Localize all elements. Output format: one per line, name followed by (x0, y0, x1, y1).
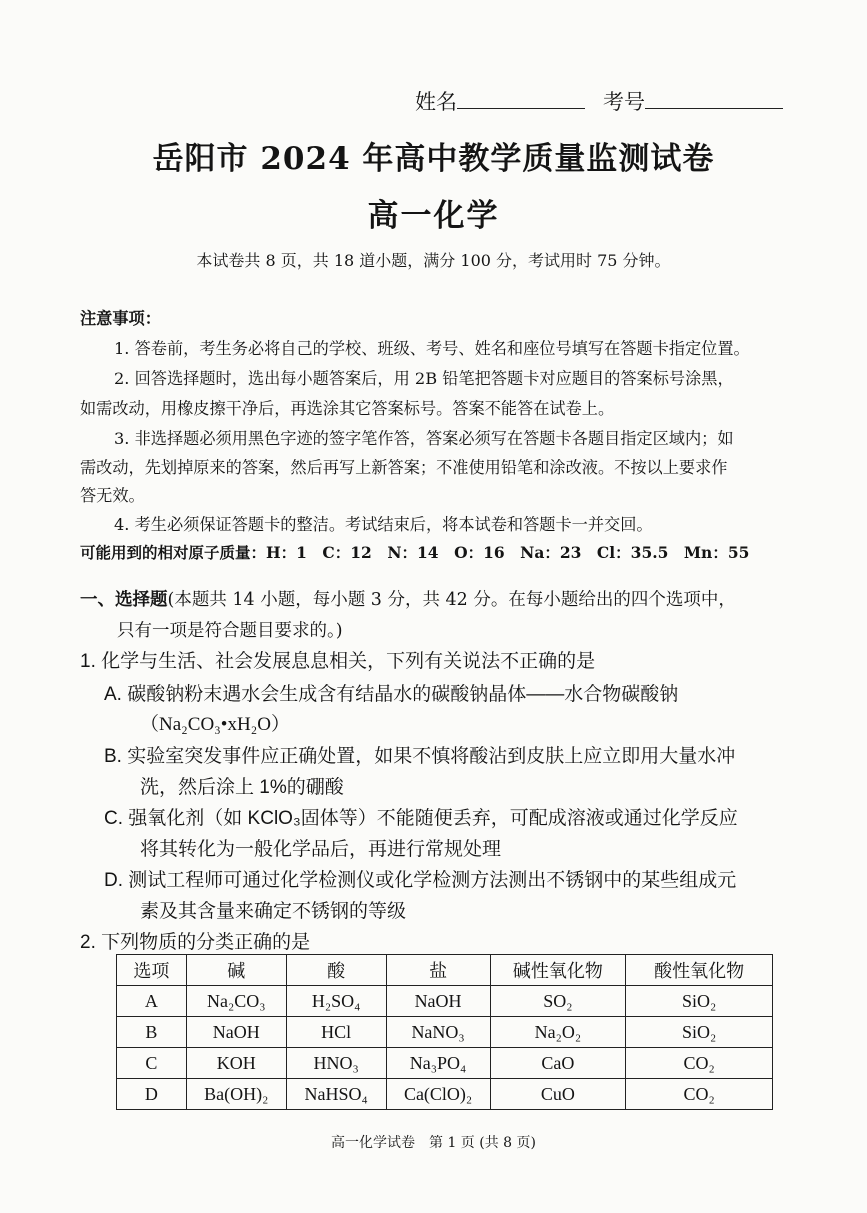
notice-item: 4. 考生必须保证答题卡的整洁。考试结束后，将本试卷和答题卡一并交回。 (114, 515, 653, 534)
exam-info: 本试卷共 8 页，共 18 道小题，满分 100 分，考试用时 75 分钟。 (196, 251, 671, 270)
subject-title: 高一化学 (367, 198, 500, 234)
notice-item: 需改动，先划掉原来的答案，然后再写上新答案；不准使用铅笔和涂改液。不按以上要求作 (80, 458, 728, 477)
table-row (117, 986, 773, 1017)
name-exam-row (415, 86, 783, 116)
table-cell: D (117, 1079, 187, 1110)
atomic-mass-line: 可能用到的相对原子质量：H：1 C：12 N：14 O：16 Na：23 Cl：35.5 Mn：55 (80, 543, 750, 562)
table-header-cell: 酸性氧化物 (626, 955, 773, 986)
table-cell: SO₂ (490, 986, 626, 1017)
table-cell: Na₃PO₄ (386, 1048, 490, 1079)
table-header-cell: 酸 (286, 955, 386, 986)
table-cell: NaHSO₄ (286, 1079, 386, 1110)
table-header-cell: 选项 (117, 955, 187, 986)
table-cell: NaOH (386, 986, 490, 1017)
table-header-row (117, 955, 773, 986)
notice-item: 2. 回答选择题时，选出每小题答案后，用 2B 铅笔把答题卡对应题目的答案标号涂黑， (114, 369, 734, 388)
table-cell: HCl (286, 1017, 386, 1048)
table-cell: Na₂O₂ (490, 1017, 626, 1048)
notice-item: 如需改动，用橡皮擦干净后，再选涂其它答案标号。答案不能答在试卷上。 (80, 399, 615, 418)
table-cell: NaOH (186, 1017, 286, 1048)
table-cell: SiO₂ (626, 986, 773, 1017)
notice-item: 3. 非选择题必须用黑色字迹的签字笔作答，答案必须写在答题卡各题目指定区域内；如 (114, 429, 734, 448)
table-cell: CO₂ (626, 1079, 773, 1110)
q1-option-a: A. 碳酸钠粉末遇水会生成含有结晶水的碳酸钠晶体——水合物碳酸钠 (104, 684, 679, 705)
question-2-stem: 2. 下列物质的分类正确的是 (80, 932, 311, 953)
exam-no-blank (645, 88, 783, 109)
question-1-stem: 1. 化学与生活、社会发展息息相关，下列有关说法不正确的是 (80, 651, 596, 672)
section-heading: 一、选择题 (80, 590, 168, 610)
table-row (117, 1017, 773, 1048)
q1-option-a-formula: （Na₂CO₃•xH₂O） (140, 714, 291, 735)
table-cell: KOH (186, 1048, 286, 1079)
section-desc-2: 只有一项是符合题目要求的。) (117, 621, 343, 641)
classification-table (116, 954, 773, 1110)
table-cell: SiO₂ (626, 1017, 773, 1048)
name-blank (457, 88, 585, 109)
table-row (117, 1079, 773, 1110)
table-cell: CaO (490, 1048, 626, 1079)
name-label: 姓名 (415, 90, 457, 114)
table-cell: CO₂ (626, 1048, 773, 1079)
table-cell: CuO (490, 1079, 626, 1110)
q1-option-d-cont: 素及其含量来确定不锈钢的等级 (140, 901, 407, 922)
table-cell: Ba(OH)₂ (186, 1079, 286, 1110)
table-cell: B (117, 1017, 187, 1048)
table-cell: Na₂CO₃ (186, 986, 286, 1017)
table-header-cell: 盐 (386, 955, 490, 986)
notice-item: 1. 答卷前，考生务必将自己的学校、班级、考号、姓名和座位号填写在答题卡指定位置。 (114, 339, 750, 358)
q1-option-c-cont: 将其转化为一般化学品后，再进行常规处理 (140, 839, 502, 860)
section-heading-row (80, 585, 736, 615)
table-cell: C (117, 1048, 187, 1079)
notice-item: 答无效。 (80, 486, 145, 505)
table-cell: A (117, 986, 187, 1017)
exam-no-label: 考号 (603, 90, 645, 114)
table-cell: NaNO₃ (386, 1017, 490, 1048)
q1-option-d: D. 测试工程师可通过化学检测仪或化学检测方法测出不锈钢中的某些组成元 (104, 870, 737, 891)
table-cell: H₂SO₄ (286, 986, 386, 1017)
q1-option-c: C. 强氧化剂（如 KClO₃固体等）不能随便丢弃，可配成溶液或通过化学反应 (104, 808, 738, 829)
q1-option-b: B. 实验室突发事件应正确处置，如果不慎将酸沾到皮肤上应立即用大量水冲 (104, 746, 736, 767)
table-header-cell: 碱 (186, 955, 286, 986)
table-row (117, 1048, 773, 1079)
q1-option-b-cont: 洗，然后涂上 1%的硼酸 (140, 777, 344, 798)
page-footer: 高一化学试卷 第 1 页 (共 8 页) (331, 1135, 536, 1151)
notice-heading: 注意事项： (80, 309, 161, 328)
section-desc: (本题共 14 小题，每小题 3 分，共 42 分。在每小题给出的四个选项中， (167, 590, 736, 610)
table-cell: HNO₃ (286, 1048, 386, 1079)
table-header-cell: 碱性氧化物 (490, 955, 626, 986)
table-cell: Ca(ClO)₂ (386, 1079, 490, 1110)
exam-title: 岳阳市 2024 年高中教学质量监测试卷 (152, 141, 715, 177)
